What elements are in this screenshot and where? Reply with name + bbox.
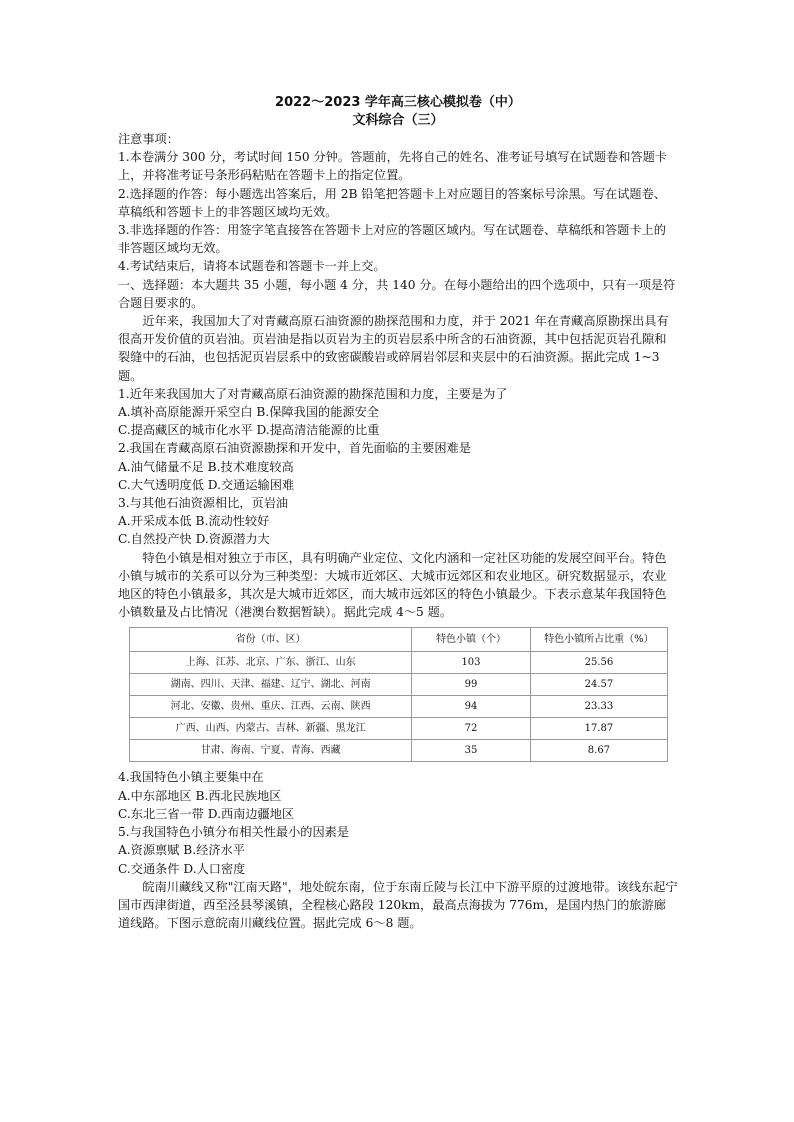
cell-count: 35 — [412, 740, 531, 762]
table-row — [130, 674, 668, 696]
note-item: 4.考试结束后，请将本试题卷和答题卡一并上交。 — [118, 259, 386, 274]
cell-share: 17.87 — [530, 718, 667, 740]
question-1-stem: 1.近年来我国加大了对青藏高原石油资源的勘探范围和力度，主要是为了 — [118, 386, 508, 401]
featured-towns-table — [129, 627, 668, 762]
cell-share: 25.56 — [530, 652, 667, 674]
question-5-options-cd: C.交通条件 D.人口密度 — [118, 861, 246, 876]
question-3-options-ab: A.开采成本低 B.流动性较好 — [118, 514, 270, 529]
question-4-stem: 4.我国特色小镇主要集中在 — [118, 770, 264, 785]
question-5-options-ab: A.资源禀赋 B.经济水平 — [118, 843, 245, 858]
cell-share: 8.67 — [530, 740, 667, 762]
table-row — [130, 740, 668, 762]
cell-count: 94 — [412, 696, 531, 718]
exam-page — [118, 94, 678, 932]
cell-provinces: 湖南、四川、天津、福建、辽宁、湖北、河南 — [130, 674, 412, 696]
exam-subtitle: 文科综合（三） — [352, 113, 444, 128]
table-row — [130, 652, 668, 674]
cell-provinces: 广西、山西、内蒙古、吉林、新疆、黑龙江 — [130, 718, 412, 740]
question-4-options-cd: C.东北三省一带 D.西南边疆地区 — [118, 806, 295, 821]
question-2-stem: 2.我国在青藏高原石油资源勘探和开发中，首先面临的主要困难是 — [118, 441, 471, 456]
exam-title: 2022～2023 学年高三核心模拟卷（中） — [275, 95, 521, 110]
question-3-stem: 3.与其他石油资源相比，页岩油 — [118, 496, 289, 511]
cell-count: 72 — [412, 718, 531, 740]
cell-provinces: 上海、江苏、北京、广东、浙江、山东 — [130, 652, 412, 674]
question-5-stem: 5.与我国特色小镇分布相关性最小的因素是 — [118, 825, 350, 840]
question-3-options-cd: C.自然投产快 D.资源潜力大 — [118, 532, 270, 547]
question-1-options-cd: C.提高藏区的城市化水平 D.提高清洁能源的比重 — [118, 423, 380, 438]
cell-count: 99 — [412, 674, 531, 696]
column-header-count: 特色小镇（个） — [412, 628, 531, 652]
question-2-options-cd: C.大气透明度低 D.交通运输困难 — [118, 477, 295, 492]
question-1-options-ab: A.填补高原能源开采空白 B.保障我国的能源安全 — [118, 405, 379, 420]
notes-heading: 注意事项： — [118, 132, 179, 146]
question-2-options-ab: A.油气储量不足 B.技术难度较高 — [118, 459, 294, 474]
column-header-share: 特色小镇所占比重（%） — [530, 628, 667, 652]
cell-count: 103 — [412, 652, 531, 674]
passage-sichuan-tibet-line: 皖南川藏线又称"江南天路"，地处皖东南，位于东南丘陵与长江中下游平原的过渡地带。该线东起宁国市西津街道，西至泾县琴溪镇，全程核心路段 120km，最高点海拔为 776m，是国内热门的旅游廊道线路。下图示意皖南川藏线位置。据此完成 6～8 题。 — [118, 879, 678, 931]
note-item: 2.选择题的作答：每小题选出答案后，用 2B 铅笔把答题卡上对应题目的答案标号涂黑。写在试题卷、草稿纸和答题卡上的非答题区域均无效。 — [118, 186, 666, 219]
column-header-province: 省份（市、区） — [130, 628, 412, 652]
cell-share: 23.33 — [530, 696, 667, 718]
cell-share: 24.57 — [530, 674, 667, 696]
question-4-options-ab: A.中东部地区 B.西北民族地区 — [118, 788, 282, 803]
note-item: 1.本卷满分 300 分，考试时间 150 分钟。答题前，先将自己的姓名、准考证号填写在试题卷和答题卡上，并将准考证号条形码粘贴在答题卡上的指定位置。 — [118, 150, 667, 183]
cell-provinces: 河北、安徽、贵州、重庆、江西、云南、陕西 — [130, 696, 412, 718]
table-row — [130, 696, 668, 718]
table-header-row — [130, 628, 668, 652]
passage-shale-oil: 近年来，我国加大了对青藏高原石油资源的勘探范围和力度，并于 2021 年在青藏高原勘探出具有很高开发价值的页岩油。页岩油是指以页岩为主的页岩层系中所含的石油资源，其中包括泥页岩孔隙和裂缝中的石油，也包括泥页岩层系中的致密碳酸岩或碎屑岩邻层和夹层中的石油资源。据此完成 1~3 题。 — [118, 314, 669, 383]
section-intro: 一、选择题：本大题共 35 小题，每小题 4 分，共 140 分。在每小题给出的四个选项中，只有一项是符合题目要求的。 — [118, 277, 676, 310]
passage-featured-towns: 特色小镇是相对独立于市区，具有明确产业定位、文化内涵和一定社区功能的发展空间平台。特色小镇与城市的关系可以分为三种类型：大城市近郊区、大城市远郊区和农业地区。研究数据显示，农业地区的特色小镇最多，其次是大城市近郊区，而大城市远郊区的特色小镇最少。下表示意某年我国特色小镇数量及占比情况（港澳台数据暂缺）。据此完成 4～5 题。 — [118, 550, 667, 620]
table-row — [130, 718, 668, 740]
note-item: 3.非选择题的作答：用签字笔直接答在答题卡上对应的答题区域内。写在试题卷、草稿纸和答题卡上的非答题区域均无效。 — [118, 223, 666, 256]
cell-provinces: 甘肃、海南、宁夏、青海、西藏 — [130, 740, 412, 762]
